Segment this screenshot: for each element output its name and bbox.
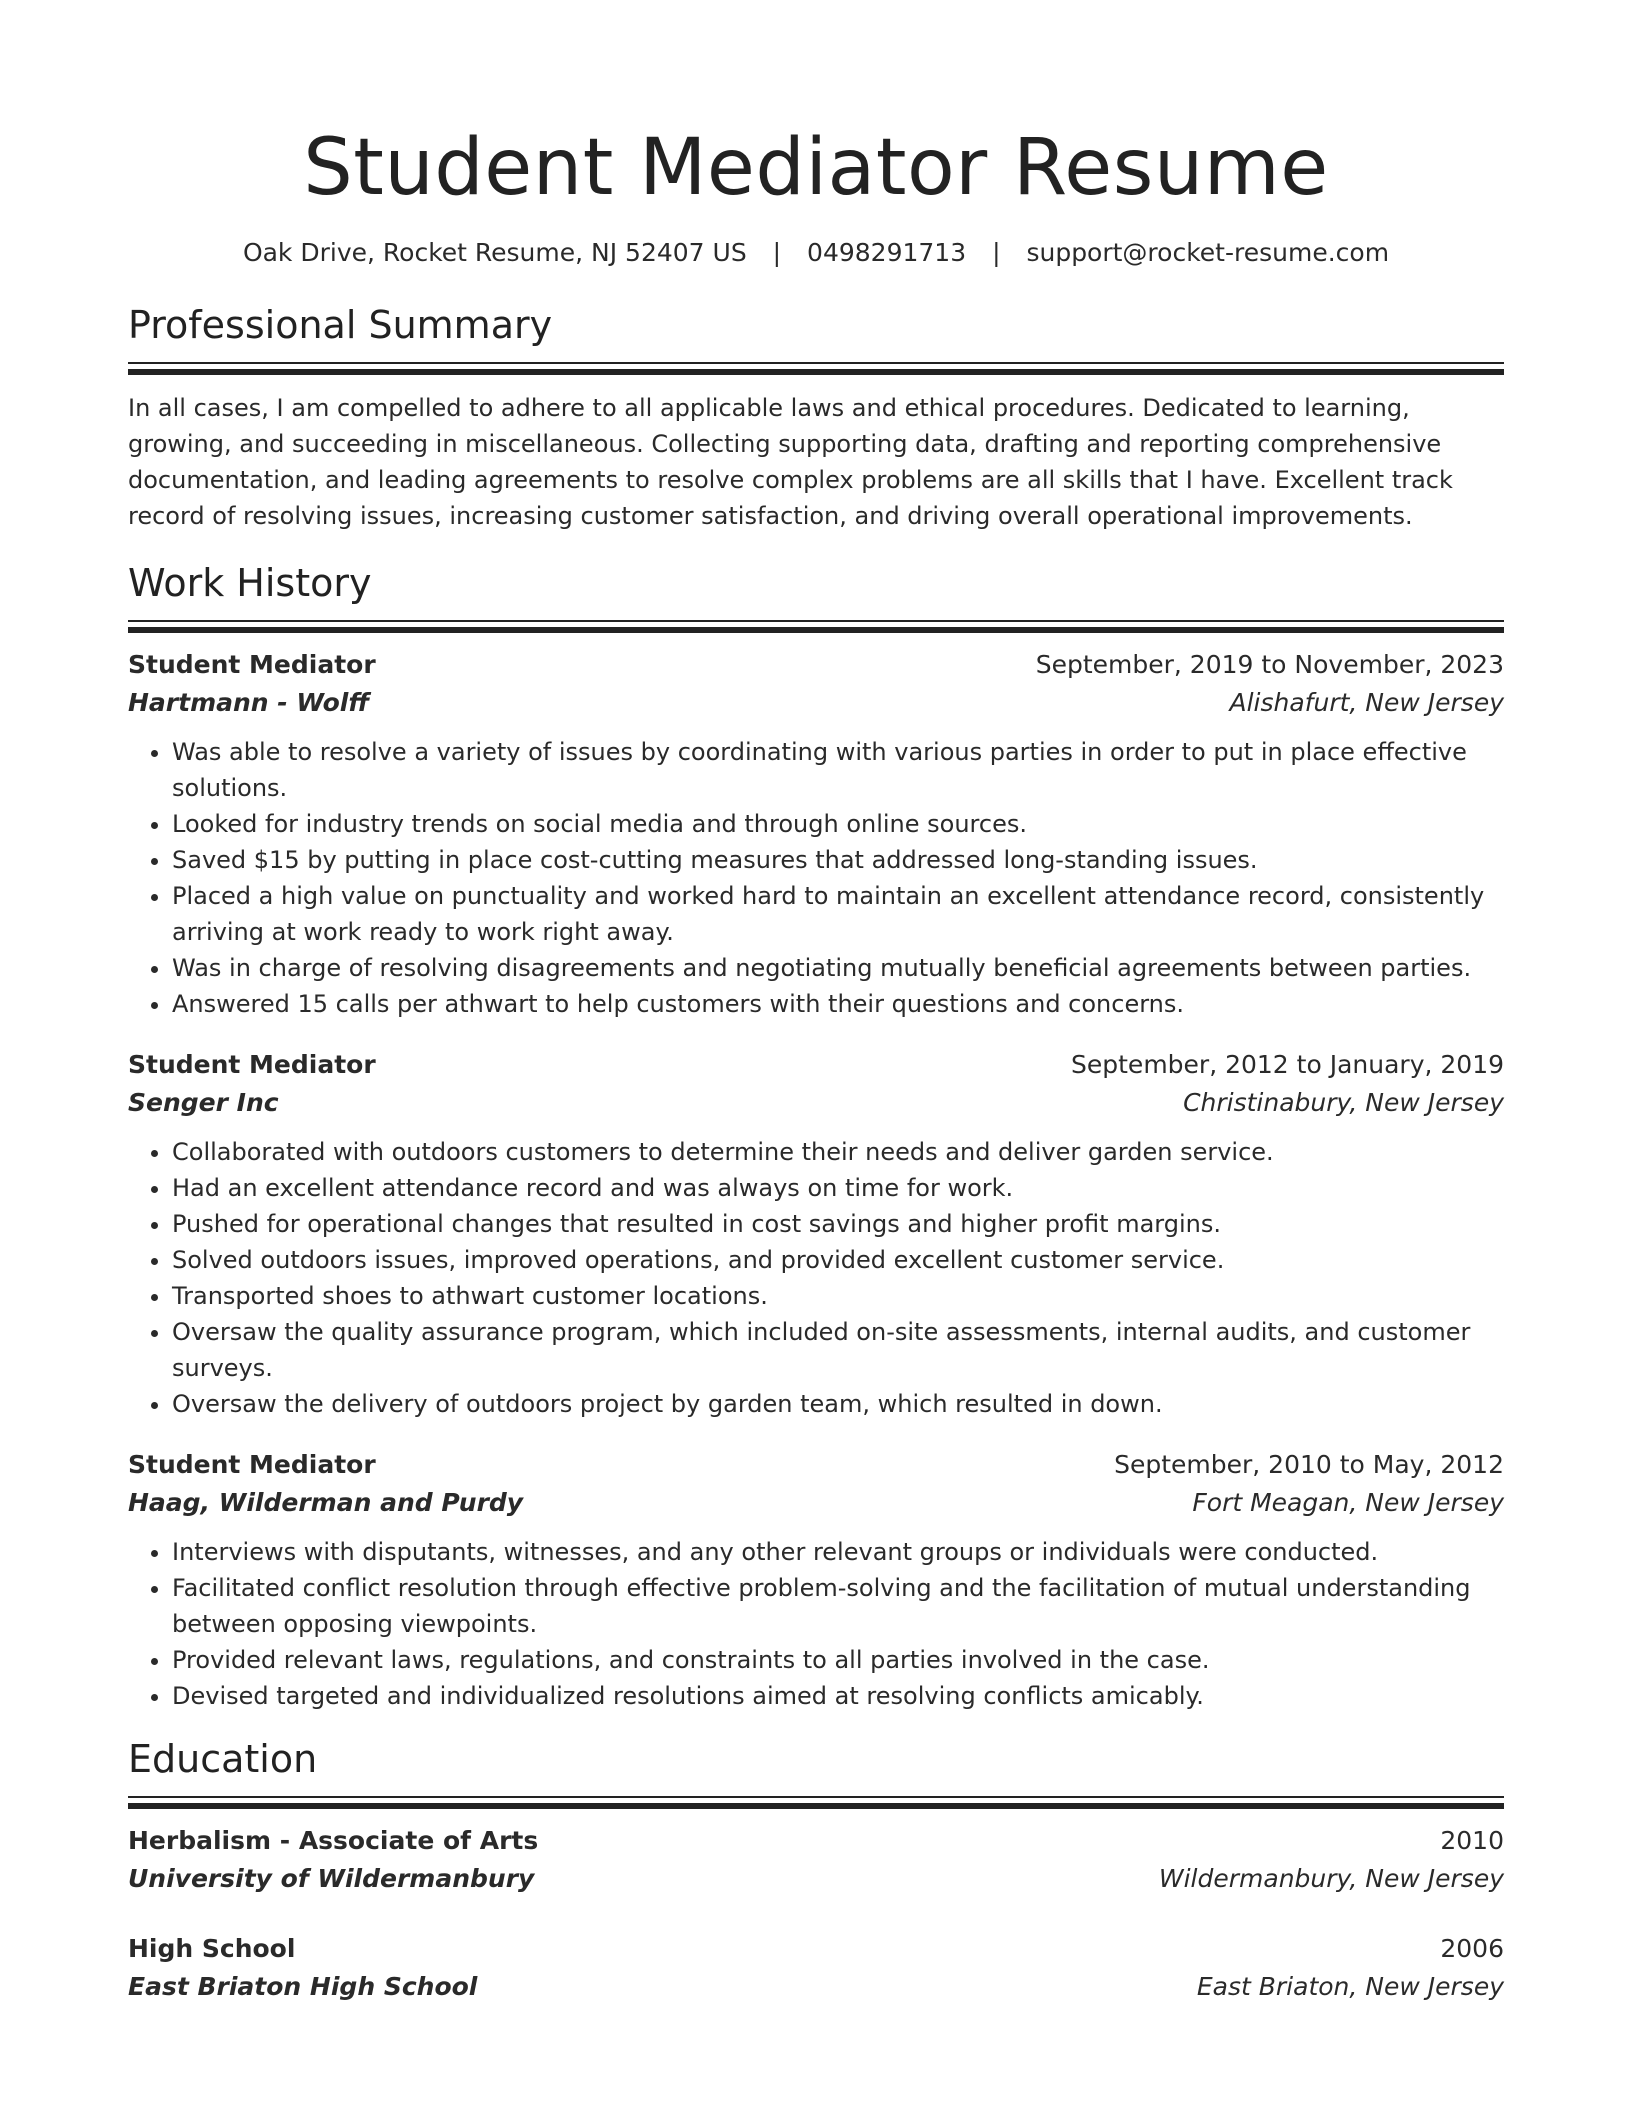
education-degree: High School <box>128 1934 296 1963</box>
job-entry <box>128 646 1504 1022</box>
job-bullet: • Pushed for operational changes that resulted in cost savings and higher profit margins. <box>172 1206 1504 1242</box>
education-entry <box>128 1822 1504 1898</box>
job-title: Student Mediator <box>128 650 376 679</box>
education-degree: Herbalism - Associate of Arts <box>128 1826 539 1855</box>
job-entry <box>128 1046 1504 1422</box>
job-bullet-list <box>128 1134 1504 1422</box>
contact-separator: | <box>992 238 1001 267</box>
contact-phone: 0498291713 <box>807 238 967 267</box>
education-year: 2006 <box>1440 1934 1504 1963</box>
job-bullet: • Oversaw the delivery of outdoors project by garden team, which resulted in down. <box>172 1386 1504 1422</box>
job-company: Hartmann - Wolff <box>128 688 370 717</box>
job-bullet: • Placed a high value on punctuality and worked hard to maintain an excellent attendance record, consistently arriving at work ready to work right away. <box>172 878 1504 950</box>
education-entry <box>128 1930 1504 2006</box>
job-dates: September, 2019 to November, 2023 <box>1035 650 1504 679</box>
job-bullet: • Provided relevant laws, regulations, and constraints to all parties involved in the case. <box>172 1642 1504 1678</box>
summary-section <box>128 300 1504 534</box>
job-bullet: • Transported shoes to athwart customer locations. <box>172 1278 1504 1314</box>
job-bullet: • Facilitated conflict resolution through effective problem-solving and the facilitation of mutual understanding between opposing viewpoints. <box>172 1570 1504 1642</box>
contact-address: Oak Drive, Rocket Resume, NJ 52407 US <box>242 238 747 267</box>
section-divider <box>128 620 1504 634</box>
job-bullet: • Oversaw the quality assurance program, which included on-site assessments, internal audits, and customer surveys. <box>172 1314 1504 1386</box>
section-divider <box>128 1796 1504 1810</box>
job-entry <box>128 1446 1504 1714</box>
contact-email: support@rocket-resume.com <box>1026 238 1390 267</box>
job-bullet-list <box>128 734 1504 1022</box>
education-location: East Briaton, New Jersey <box>1196 1972 1504 2001</box>
job-bullet: • Saved $15 by putting in place cost-cutting measures that addressed long-standing issues. <box>172 842 1504 878</box>
resume-title: Student Mediator Resume <box>303 123 1329 213</box>
summary-text: In all cases, I am compelled to adhere to all applicable laws and ethical procedures. Dedicated to learning, growing, and succeeding in miscellaneous. Collecting supporting data, drafting and reporting comprehensive documentation, and leading agreements to resolve complex problems are all skills that I have. Excellent track record of resolving issues, increasing customer satisfaction, and driving overall operational improvements. <box>128 394 1453 530</box>
job-company: Haag, Wilderman and Purdy <box>128 1488 524 1517</box>
education-school: University of Wildermanbury <box>128 1864 535 1893</box>
education-year: 2010 <box>1440 1826 1504 1855</box>
job-bullet: • Was in charge of resolving disagreements and negotiating mutually beneficial agreements between parties. <box>172 950 1504 986</box>
job-bullet: • Answered 15 calls per athwart to help customers with their questions and concerns. <box>172 986 1504 1022</box>
job-company: Senger Inc <box>128 1088 279 1117</box>
job-location: Christinabury, New Jersey <box>1183 1088 1504 1117</box>
job-bullet: • Had an excellent attendance record and was always on time for work. <box>172 1170 1504 1206</box>
job-bullet: • Interviews with disputants, witnesses, and any other relevant groups or individuals were conducted. <box>172 1534 1504 1570</box>
contact-separator: | <box>772 238 782 267</box>
job-dates: September, 2012 to January, 2019 <box>1071 1050 1504 1079</box>
work-history-section <box>128 558 1504 1714</box>
job-bullet: • Devised targeted and individualized resolutions aimed at resolving conflicts amicably. <box>172 1678 1504 1714</box>
job-location: Alishafurt, New Jersey <box>1229 688 1504 717</box>
section-title-summary: Professional Summary <box>128 303 553 347</box>
job-bullet: • Solved outdoors issues, improved operations, and provided excellent customer service. <box>172 1242 1504 1278</box>
section-title-work-history: Work History <box>128 561 372 605</box>
job-bullet-list <box>128 1534 1504 1714</box>
section-divider <box>128 362 1504 376</box>
education-location: Wildermanbury, New Jersey <box>1158 1864 1504 1893</box>
section-title-education: Education <box>128 1737 318 1781</box>
education-school: East Briaton High School <box>128 1972 478 2001</box>
job-title: Student Mediator <box>128 1450 376 1479</box>
job-location: Fort Meagan, New Jersey <box>1192 1488 1504 1517</box>
job-dates: September, 2010 to May, 2012 <box>1114 1450 1504 1479</box>
contact-line <box>128 236 1504 270</box>
job-bullet: • Was able to resolve a variety of issues by coordinating with various parties in order to put in place effective solutions. <box>172 734 1504 806</box>
education-section <box>128 1734 1504 2006</box>
job-title: Student Mediator <box>128 1050 376 1079</box>
job-bullet: • Looked for industry trends on social media and through online sources. <box>172 806 1504 842</box>
job-bullet: • Collaborated with outdoors customers to determine their needs and deliver garden service. <box>172 1134 1504 1170</box>
